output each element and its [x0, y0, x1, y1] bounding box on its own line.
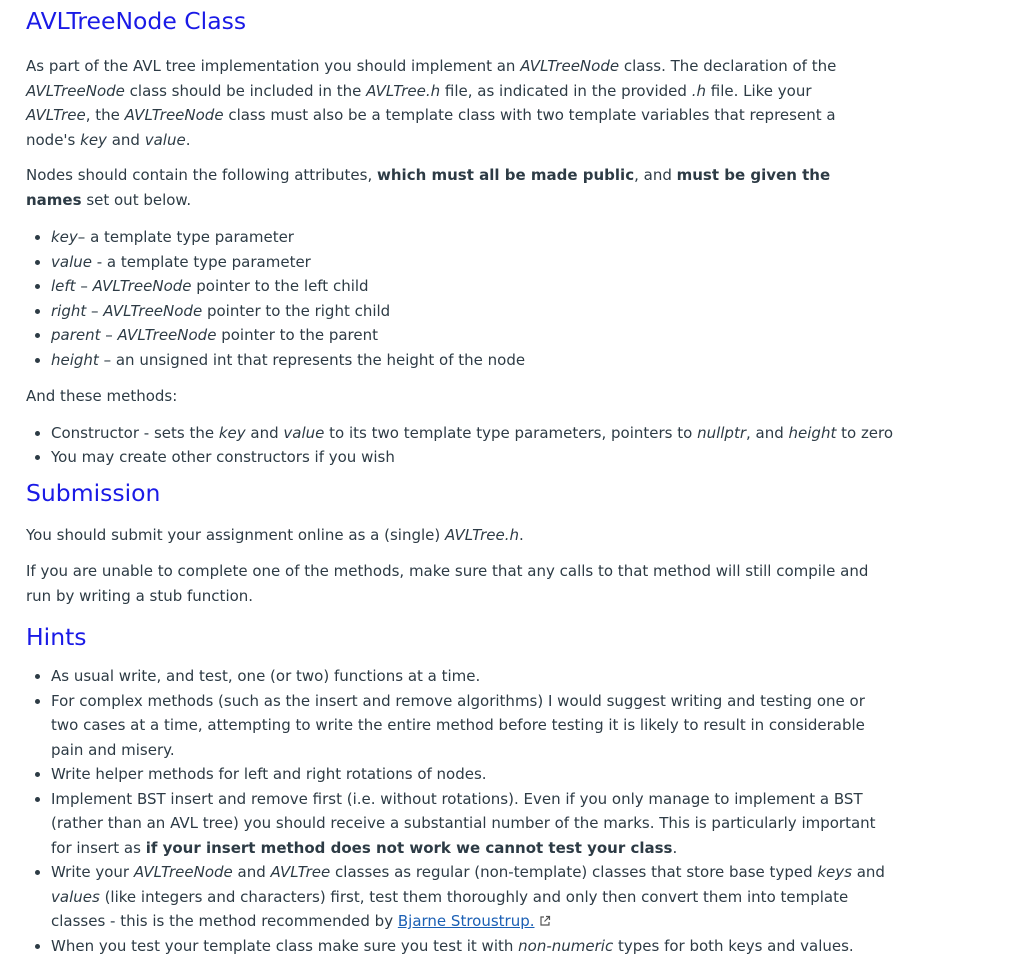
section-heading-hints: Hints	[26, 622, 1024, 652]
list-item: • value - a template type parameter	[51, 250, 1024, 275]
intro-paragraph: As part of the AVL tree implementation you should implement an AVLTreeNode class. The declaration of the AVLTreeNode class should be included in the AVLTree.h file, as indicated in the provided .h file. Like your AVLTree, the AVLTreeNode class must also be a template class with two template variables that represent a node's key and value.	[26, 54, 876, 152]
external-link-icon[interactable]	[539, 910, 551, 922]
list-item: • right – AVLTreeNode pointer to the right child	[51, 299, 1024, 324]
list-item: • parent – AVLTreeNode pointer to the parent	[51, 323, 1024, 348]
bjarne-stroustrup-link[interactable]: Bjarne Stroustrup.	[398, 912, 535, 930]
list-item: • left – AVLTreeNode pointer to the left child	[51, 274, 1024, 299]
section-heading-submission: Submission	[26, 478, 1024, 508]
section-heading-avltreenode-class: AVLTreeNode Class	[26, 0, 1024, 36]
methods-intro: And these methods:	[26, 384, 1024, 409]
list-item: • Implement BST insert and remove first (i.e. without rotations). Even if you only manage to implement a BST (rather than an AVL tree) you should receive a substantial number of the marks. This is particularly important for insert as if your insert method does not work we cannot test your class.	[51, 787, 891, 861]
list-item: • Write your AVLTreeNode and AVLTree classes as regular (non-template) classes that store base typed keys and values (like integers and characters) first, test them thoroughly and only then convert them into template classes - this is the method recommended by Bjarne Stroustrup.	[51, 860, 891, 934]
list-item: • height – an unsigned int that represents the height of the node	[51, 348, 1024, 373]
attributes-paragraph: Nodes should contain the following attributes, which must all be made public, and must be given the names set out below.	[26, 163, 876, 212]
list-item: • As usual write, and test, one (or two) functions at a time.	[51, 664, 891, 689]
list-item: • key– a template type parameter	[51, 225, 1024, 250]
list-item: • When you test your template class make sure you test it with non-numeric types for both keys and values.	[51, 934, 891, 958]
methods-list	[26, 421, 1024, 470]
attributes-list	[26, 225, 1024, 372]
list-item: • For complex methods (such as the insert and remove algorithms) I would suggest writing and testing one or two cases at a time, attempting to write the entire method before testing it is likely to result in considerable pain and misery.	[51, 689, 891, 763]
hints-list	[26, 664, 891, 958]
list-item: • Write helper methods for left and right rotations of nodes.	[51, 762, 891, 787]
stub-paragraph: If you are unable to complete one of the methods, make sure that any calls to that method will still compile and run by writing a stub function.	[26, 559, 886, 608]
list-item: • You may create other constructors if you wish	[51, 445, 1024, 470]
list-item: • Constructor - sets the key and value to its two template type parameters, pointers to nullptr, and height to zero	[51, 421, 1024, 446]
submission-paragraph: You should submit your assignment online as a (single) AVLTree.h.	[26, 523, 1024, 548]
